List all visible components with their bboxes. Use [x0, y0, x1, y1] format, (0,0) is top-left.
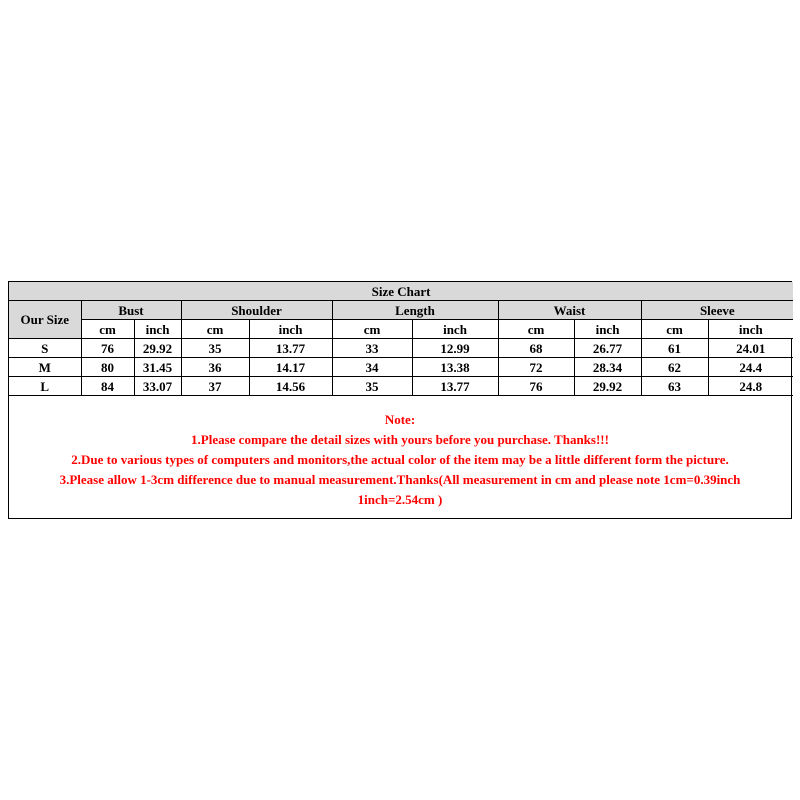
- value-cell: 62: [641, 358, 708, 377]
- value-cell: 63: [641, 377, 708, 396]
- value-cell: 35: [181, 339, 249, 358]
- value-cell: 14.56: [249, 377, 332, 396]
- note-line-3: 3.Please allow 1-3cm difference due to manual measurement.Thanks(All measurement in cm and please note 1cm=0.39inch: [59, 472, 741, 487]
- unit-header-row: [9, 320, 793, 339]
- unit-header-inch: inch: [249, 320, 332, 339]
- group-header-length: Length: [332, 301, 498, 320]
- size-chart-panel: [8, 281, 792, 519]
- our-size-header: Our Size: [9, 301, 81, 339]
- value-cell: 80: [81, 358, 134, 377]
- value-cell: 37: [181, 377, 249, 396]
- note-line-3-continued: 1inch=2.54cm ): [357, 492, 443, 507]
- unit-header-inch: inch: [412, 320, 498, 339]
- value-cell: 28.34: [574, 358, 641, 377]
- value-cell: 31.45: [134, 358, 181, 377]
- note-heading: Note:: [384, 412, 416, 427]
- value-cell: 72: [498, 358, 574, 377]
- unit-header-inch: inch: [134, 320, 181, 339]
- value-cell: 24.8: [708, 377, 793, 396]
- unit-header-cm: cm: [332, 320, 412, 339]
- size-cell: S: [9, 339, 81, 358]
- group-header-waist: Waist: [498, 301, 641, 320]
- unit-header-cm: cm: [641, 320, 708, 339]
- value-cell: 33: [332, 339, 412, 358]
- unit-header-cm: cm: [181, 320, 249, 339]
- value-cell: 24.4: [708, 358, 793, 377]
- table-title: Size Chart: [9, 282, 793, 301]
- value-cell: 29.92: [134, 339, 181, 358]
- value-cell: 29.92: [574, 377, 641, 396]
- unit-header-inch: inch: [708, 320, 793, 339]
- value-cell: 12.99: [412, 339, 498, 358]
- size-cell: L: [9, 377, 81, 396]
- value-cell: 13.77: [412, 377, 498, 396]
- size-cell: M: [9, 358, 81, 377]
- value-cell: 26.77: [574, 339, 641, 358]
- value-cell: 14.17: [249, 358, 332, 377]
- table-row-l: [9, 377, 793, 396]
- value-cell: 35: [332, 377, 412, 396]
- unit-header-cm: cm: [81, 320, 134, 339]
- value-cell: 34: [332, 358, 412, 377]
- group-header-bust: Bust: [81, 301, 181, 320]
- value-cell: 61: [641, 339, 708, 358]
- value-cell: 76: [498, 377, 574, 396]
- size-chart-table: [9, 282, 793, 396]
- note-line-2: 2.Due to various types of computers and monitors,the actual color of the item may be a little different form the picture.: [71, 452, 729, 467]
- group-header-row: [9, 301, 793, 320]
- value-cell: 13.77: [249, 339, 332, 358]
- table-row-s: [9, 339, 793, 358]
- unit-header-inch: inch: [574, 320, 641, 339]
- group-header-shoulder: Shoulder: [181, 301, 332, 320]
- value-cell: 13.38: [412, 358, 498, 377]
- value-cell: 24.01: [708, 339, 793, 358]
- table-row-m: [9, 358, 793, 377]
- note-line-1: 1.Please compare the detail sizes with yours before you purchase. Thanks!!!: [191, 432, 609, 447]
- notes-section: [9, 410, 791, 510]
- value-cell: 76: [81, 339, 134, 358]
- unit-header-cm: cm: [498, 320, 574, 339]
- table-title-row: [9, 282, 793, 301]
- value-cell: 68: [498, 339, 574, 358]
- group-header-sleeve: Sleeve: [641, 301, 793, 320]
- value-cell: 33.07: [134, 377, 181, 396]
- value-cell: 36: [181, 358, 249, 377]
- value-cell: 84: [81, 377, 134, 396]
